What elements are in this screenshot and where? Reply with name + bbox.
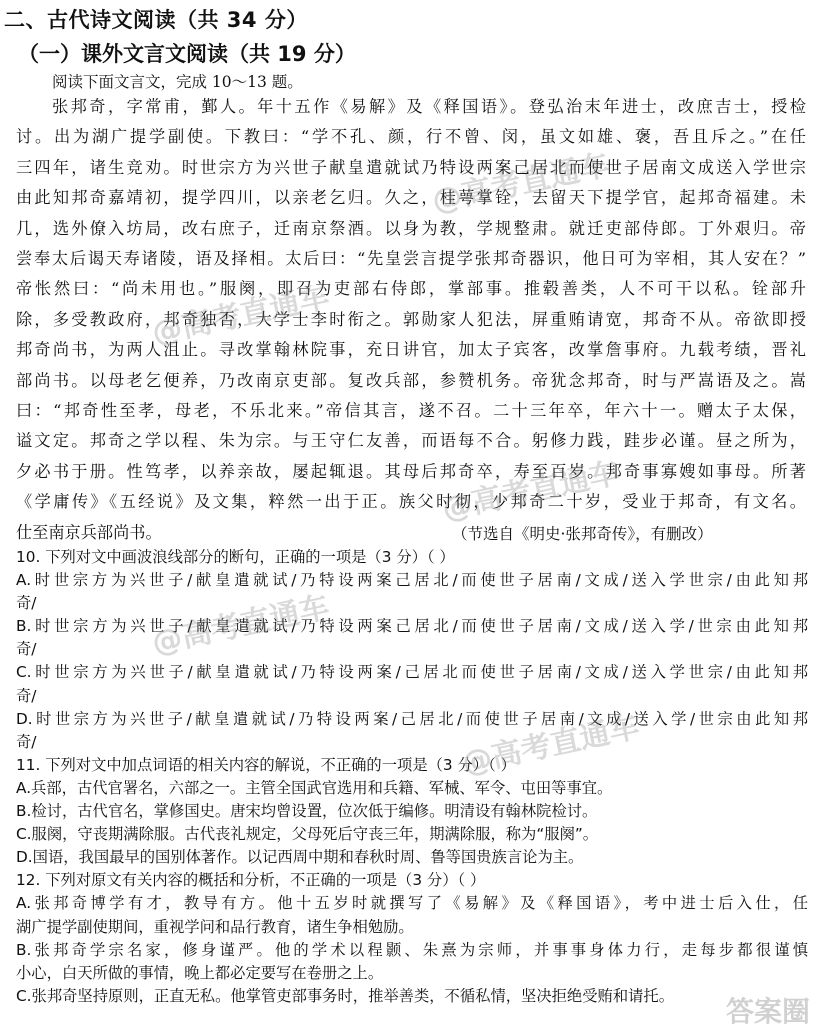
question-10-option-d-cont: 奇/ — [16, 732, 37, 751]
question-11-option-d: D.国语，我国最早的国别体著作。以记西周中期和春秋时周、鲁等国贵族言论为主。 — [16, 848, 584, 867]
watermark: @高考直通车 — [459, 709, 643, 782]
reading-instruction: 阅读下面文言文，完成 10～13 题。 — [52, 73, 303, 91]
question-11-option-a: A.兵部，古代官署名，六部之一。主管全国武官选用和兵籍、军械、军令、屯田等事宜。 — [16, 778, 613, 797]
question-12-option-c: C.张邦奇坚持原则，正直无私。他掌管吏部事务时，推举善类，不循私情，坚决拒绝受贿和请托。 — [16, 986, 675, 1005]
passage-line: 张邦奇，字常甫，鄞人。年十五作《易解》及《释国语》。登弘治末年进士，改庶吉士，授检 — [52, 97, 806, 116]
question-11-option-c: C.服阕，守丧期满除服。古代丧礼规定，父母死后守丧三年，期满除服，称为“服阕”。 — [16, 825, 599, 844]
passage-line: 几，选外僚入坊局，改右庶子，迁南京祭酒。以身为教，学规整肃。就迁吏部侍郎。丁外艰归。帝 — [16, 218, 806, 238]
passage-line: 部尚书。以母老乞便养，乃改南京吏部。复改兵部，参赞机务。帝犹念邦奇，时与严嵩语及之。嵩 — [16, 370, 806, 390]
passage-line: 曰：“邦奇性至孝，母老，不乐北来。”帝信其言，遂不召。二十三年卒，年六十一。赠太子太保， — [16, 401, 806, 421]
question-11-stem: 11. 下列对文中加点词语的相关内容的解说，不正确的一项是（3 分）（ ） — [16, 755, 516, 774]
question-10-option-c: C.时世宗方为兴世子/献皇遣就试/乃特设两案/己居北而使世子居南/文成/送入学世宗/由此知邦 — [16, 663, 808, 682]
passage-line: 尝奉太后谒天寿诸陵，语及择相。太后曰：“先皇尝言提学张邦奇器识，他日可为宰相，其人安在？” — [16, 249, 806, 269]
passage-line: 由此知邦奇嘉靖初，提学四川，以亲老乞归。久之，桂萼掌铨，去留天下提学官，起邦奇福建。未 — [16, 188, 806, 208]
question-12-option-b-cont: 小心，白天所做的事情，晚上都必定要写在卷册之上。 — [16, 963, 384, 982]
corner-watermark: 答案圈 — [725, 995, 810, 1028]
section-title: 二、古代诗文阅读（共 34 分） — [4, 8, 308, 32]
question-12-option-b: B.张邦奇学宗名家，修身谨严。他的学术以程颢、朱熹为宗师，并事事身体力行，走每步都很谨慎 — [16, 940, 808, 959]
question-12-option-a-cont: 湖广提学副使期间，重视学问和品行教育，诸生争相勉励。 — [16, 917, 414, 936]
question-list — [16, 546, 808, 1008]
classical-chinese-passage — [16, 92, 806, 548]
passage-source: （节选自《明史·张邦奇传》，有删改） — [452, 525, 713, 543]
question-11-option-b: B.检讨，古代官名，掌修国史。唐宋均曾设置，位次低于编修。明清设有翰林院检讨。 — [16, 802, 598, 821]
watermark: @高考直通车 — [439, 455, 623, 528]
passage-line: 讨。出为湖广提学副使。下教曰：“学不孔、颜，行不曾、闵，虽文如雄、褒，吾且斥之。”在任 — [16, 127, 806, 147]
watermark: @高考直通车 — [149, 279, 333, 352]
passage-line: 夕必书于册。性笃孝，以养亲故，屡起辄退。其母后邦奇卒，寿至百岁。邦奇事寡嫂如事母。所著 — [16, 461, 806, 481]
question-10-option-a-cont: 奇/ — [16, 594, 37, 613]
watermark: @高考直通车 — [429, 147, 613, 220]
subsection-title: （一）课外文言文阅读（共 19 分） — [18, 42, 356, 66]
passage-line: 邦奇尚书，为两人沮止。寻改掌翰林院事，充日讲官，加太子宾客，改掌詹事府。九载考绩，晋礼 — [16, 340, 806, 360]
watermark: @高考直通车 — [149, 589, 333, 662]
passage-line: 《学庸传》《五经说》及文集，粹然一出于正。族父时彻，少邦奇二十岁，受业于邦奇，有文名。 — [16, 492, 806, 512]
question-10-option-b: B.时世宗方为兴世子/献皇遣就试/乃特设两案己居北/而使世子居南/文成/送入学/世宗由此知邦 — [16, 617, 808, 636]
question-12-stem: 12. 下列对原文有关内容的概括和分析，不正确的一项是（3 分）（ ） — [16, 871, 486, 890]
question-12-option-a: A.张邦奇博学有才，教导有方。他十五岁时就撰写了《易解》及《释国语》，考中进士后入仕，任 — [16, 894, 808, 913]
question-10-option-d: D.时世宗方为兴世子/献皇遣就试/乃特设两案/己居北/而使世子居南/文成/送入学/世宗由此知邦 — [16, 709, 808, 728]
passage-line: 除，多受教政府，邦奇独否，大学士李时衔之。郭勋家人犯法，屏重贿请宽，邦奇不从。帝欲即授 — [16, 309, 806, 329]
question-10-stem: 10. 下列对文中画波浪线部分的断句，正确的一项是（3 分）（ ） — [16, 548, 455, 566]
passage-line: 帝怅然曰：“尚未用也。”服阕，即召为吏部右侍郎，掌部事。推毂善类，人不可干以私。铨部升 — [16, 279, 806, 299]
question-10-option-b-cont: 奇/ — [16, 640, 37, 659]
question-10-option-c-cont: 奇/ — [16, 686, 37, 705]
passage-line: 仕至南京兵部尚书。 — [16, 522, 162, 542]
question-10-option-a: A.时世宗方为兴世子/献皇遣就试/乃特设两案己居北/而使世子居南/文成/送入学世宗/由此知邦 — [16, 571, 808, 590]
passage-line: 谥文定。邦奇之学以程、朱为宗。与王守仁友善，而语每不合。躬修力践，跬步必谨。昼之所为， — [16, 431, 806, 451]
passage-line: 三四年，诸生竞劝。时世宗方为兴世子献皇遣就试乃特设两案己居北而使世子居南文成送入学世宗 — [16, 157, 806, 177]
